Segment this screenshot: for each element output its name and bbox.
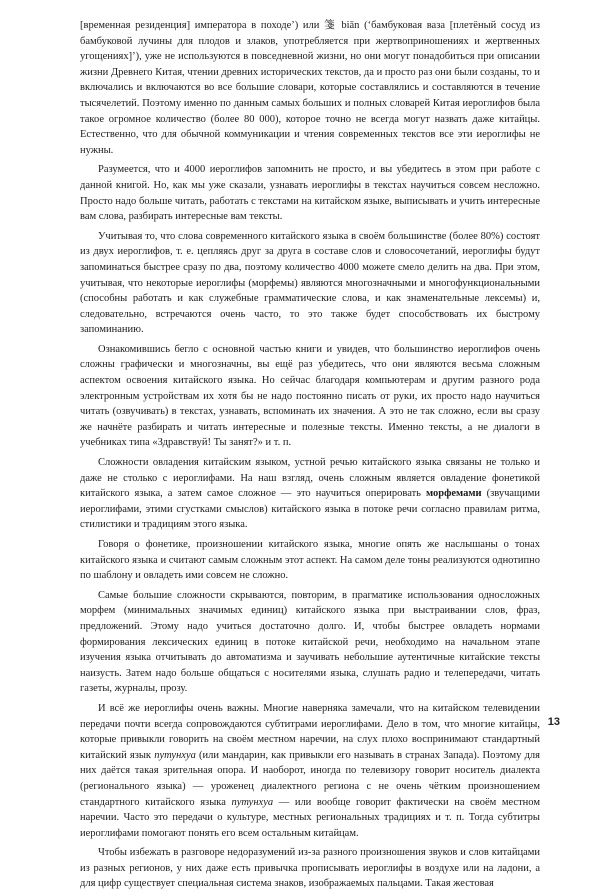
body-text	[80, 18, 540, 892]
text-run: Самые большие сложности скрываются, повторим, в прагматике использования односложных морфем (минимальных значимых единиц) китайского языка при выстраивании слов, фраз, предложений. Этому надо учиться достаточно долго. И, чтобы быстрее овладеть нормами формирования лексических единиц в потоке китайской речи, необходимо на начальном этапе изучения языка отчитывать до автоматизма и заучивать небольшие аутентичные китайские тексты наизусть. Затем надо больше общаться с носителями языка, слушать радио и телепередачи, читать газеты, журналы, прозу.	[80, 589, 540, 695]
text-run: Сложности овладения китайским языком, устной речью китайского языка связаны не только и даже не столько с иероглифами. На наш взгляд, очень сложным является овладение фонетикой китайского языка, а затем самое сложное — это научиться оперировать	[80, 457, 540, 500]
text-run: И всё же иероглифы очень важны. Многие наверняка замечали, что на китайском телевидении передачи почти всегда сопровождаются субтитрами иероглифами. Дело в том, что многие китайцы, которые привыкли говорить на своём местном наречии, на слух плохо воспринимают стандартный китайский язык	[80, 702, 540, 761]
paragraph	[80, 162, 540, 224]
paragraph	[80, 18, 540, 158]
paragraph	[80, 455, 540, 533]
italic-term: путунхуа	[154, 749, 196, 761]
paragraph	[80, 701, 540, 841]
paragraph	[80, 588, 540, 697]
paragraph	[80, 537, 540, 584]
text-run: Учитывая то, что слова современного китайского языка в своём большинстве (более 80%) состоят из двух иероглифов, т. е. цепляясь друг за друга в составе слов и словосочетаний, иероглифы будут запоминаться быстрее сразу по два, поэтому количество 4000 можете смело делить на два. При этом, учитывая, что некоторые иероглифы (морфемы) являются многозначными и многофункциональными (способны работать и как служебные грамматические слова, и как знаменательные лексемы) и, следовательно, встречаются очень часто, то это также будет способствовать их быстрому запоминанию.	[80, 230, 540, 336]
text-run: Разумеется, что и 4000 иероглифов запомнить не просто, и вы убедитесь в этом при работе с данной книгой. Но, как мы уже сказали, узнавать иероглифы в текстах научиться совсем несложно. Просто надо больше читать, работать с текстами на китайском языке, выписывать и учить интересные вам слова, разбирать интересные вам тексты.	[80, 164, 540, 223]
paragraph	[80, 229, 540, 338]
text-run: [временная резиденция] императора в походе’) или 箋 biān (‘бамбуковая ваза [плетёный сосуд из бамбуковой лучины для плодов и злаков, употребляется при жертвоприношениях и жертвенных угощениях]’), уже не используются в повседневной жизни, но они могут понадобиться при описании жизни Древнего Китая, чтении древних исторических текстов, да и просто раз они были созданы, то и включались и включаются во все большие словари, которые составлялись и составляются в течение тысячелетий. Поэтому именно по данным самых больших и полных словарей Китая иероглифов была такое огромное количество (более 80 000), которое точно не всегда могут назвать даже китайцы. Естественно, что для обычной коммуникации и чтения современных текстов все эти иероглифы не нужны.	[80, 20, 540, 156]
italic-term: путунхуа	[231, 796, 274, 808]
text-run: (звучащими иероглифами, этими сгустками смыслов) китайского языка в потоке речи согласно правилам ритма, стилистики и традициям этого языка.	[80, 488, 540, 531]
paragraph	[80, 342, 540, 451]
bold-term: морфемами	[426, 488, 482, 500]
page-number: 13	[547, 716, 560, 728]
text-run: — или вообще говорит фактически на своём местном наречии. Часто это передачи о культуре, местных региональных традициях и т. п. Тогда субтитры иероглифами помогают понять его всем остальным китайцам.	[80, 796, 540, 839]
text-run: Говоря о фонетике, произношении китайского языка, многие опять же наслышаны о тонах китайского языка и считают самым сложным этот аспект. На самом деле тоны реализуются однотипно по шаблону и овладеть ими совсем не сложно.	[80, 539, 540, 582]
paragraph	[80, 845, 540, 892]
text-run: Ознакомившись бегло с основной частью книги и увидев, что большинство иероглифов очень сложны графически и многозначны, вы ещё раз убедитесь, что они являются весьма сложным аспектом освоения китайского языка. Но сейчас благодаря компьютерам и другим разного рода электронным устройствам их хотя бы не надо постоянно писать от руки, их просто надо научиться читать (озвучивать) в текстах, узнавать, вспоминать их значения. А это не так сложно, если вы сразу же начнёте разбирать и читать интересные и полезные тексты. Именно тексты, а не диалоги в учебниках типа «Здравствуй! Ты занят?» и т. п.	[80, 343, 540, 449]
text-run: Чтобы избежать в разговоре недоразумений из-за разного произношения звуков и слов китайцами из разных регионов, у них даже есть привычка прописывать иероглифы в воздухе или на ладони, а для цифр существует специальная система знаков, изображаемых пальцами. Такая жестовая	[80, 847, 540, 890]
text-run: (или мандарин, как привыкли его называть в странах Запада). Поэтому для них даётся такая зрительная опора. И наоборот, иногда по телевизору говорит носитель диалекта (регионального языка) — уроженец диалектного региона с не очень чётким произношением стандартного китайского языка	[80, 749, 540, 808]
